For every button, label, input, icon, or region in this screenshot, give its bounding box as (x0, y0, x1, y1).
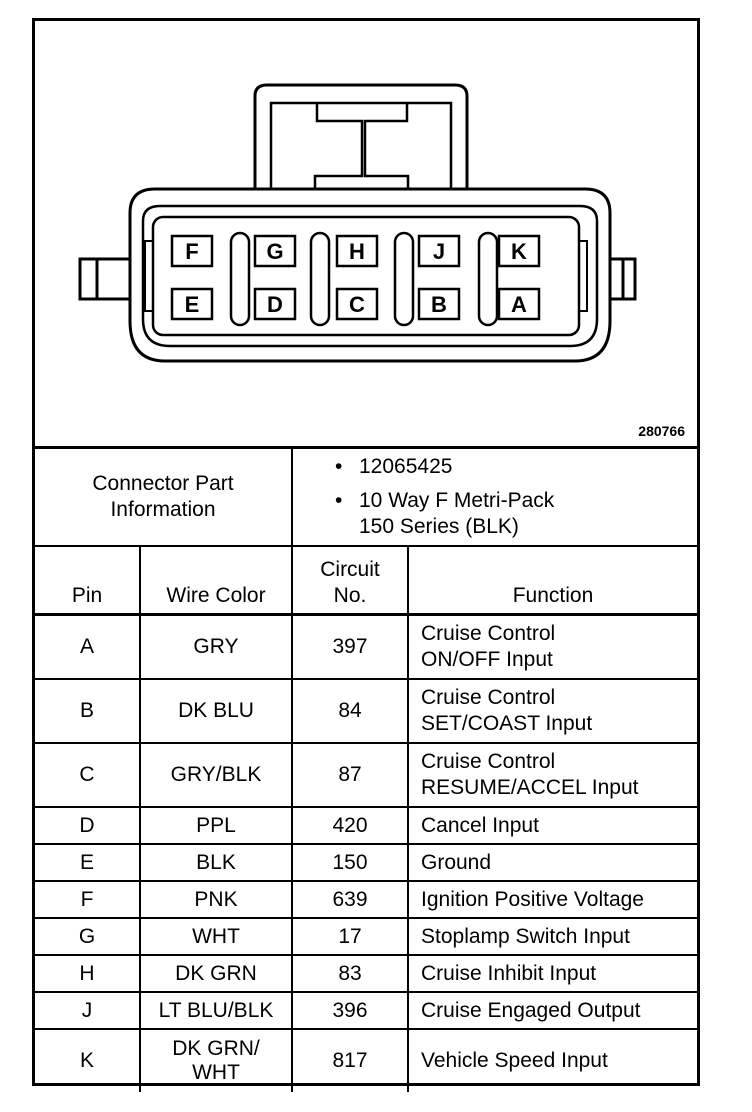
connector-sheet (32, 18, 700, 1086)
table-row (35, 615, 697, 680)
pin-cell: H (35, 955, 140, 992)
header-row (35, 546, 697, 615)
pin-cell: E (35, 844, 140, 881)
function-line1: Cruise Control (421, 622, 556, 645)
circuit-cell: 397 (292, 615, 408, 680)
header-circuit (292, 546, 408, 615)
wire-color-line1: PNK (194, 887, 238, 911)
function-line1: Cruise Engaged Output (421, 998, 641, 1022)
pin-label: F (185, 239, 199, 264)
function-line1: Vehicle Speed Input (421, 1049, 608, 1072)
table-row (35, 844, 697, 881)
wire-color-line1: GRY (193, 635, 239, 658)
wire-color-cell (140, 807, 292, 844)
wire-color-cell (140, 1029, 292, 1092)
left-ear (80, 259, 130, 299)
right-ear (610, 259, 635, 299)
wire-color-line1: LT BLU/BLK (158, 998, 274, 1022)
function-line1: Ignition Positive Voltage (421, 887, 644, 911)
circuit-cell: 87 (292, 743, 408, 807)
bullet-icon: • (335, 489, 343, 512)
divider-3 (395, 233, 413, 325)
table-row (35, 743, 697, 807)
function-cell (408, 679, 697, 743)
wire-color-line2: WHT (192, 1061, 240, 1084)
connector-table (35, 446, 697, 1092)
function-line1: Stoplamp Switch Input (421, 924, 630, 948)
function-cell (408, 918, 697, 955)
pin-cell: D (35, 807, 140, 844)
wire-color-line1: PPL (196, 813, 236, 837)
pin-label: K (511, 239, 527, 264)
wire-color-line1: GRY/BLK (170, 763, 262, 786)
function-cell (408, 1029, 697, 1092)
wire-color-cell (140, 844, 292, 881)
part-info-item (335, 454, 697, 488)
wire-color-line1: WHT (192, 924, 240, 948)
pin-label: B (431, 292, 447, 317)
function-cell (408, 743, 697, 807)
wire-color-cell (140, 992, 292, 1029)
part-info-label (35, 448, 292, 547)
table-row (35, 955, 697, 992)
connector-diagram (35, 21, 697, 446)
wire-color-line1: DK GRN/ (172, 1037, 260, 1060)
wire-color-cell (140, 679, 292, 743)
divider-4 (479, 233, 497, 325)
wire-color-cell (140, 918, 292, 955)
function-line1: Cruise Control (421, 686, 556, 709)
pin-label: G (266, 239, 284, 264)
header-wire-color: Wire Color (140, 546, 292, 615)
wire-color-cell (140, 881, 292, 918)
pin-label: C (349, 292, 365, 317)
pin-label: D (267, 292, 283, 317)
function-cell (408, 955, 697, 992)
bullet-icon: • (335, 455, 343, 478)
figure-number: 280766 (638, 423, 685, 439)
part-info-label-line1: Connector Part (92, 472, 234, 495)
connector-series: 150 Series (BLK) (359, 515, 519, 538)
pin-cell: C (35, 743, 140, 807)
function-cell (408, 844, 697, 881)
part-info-label-line2: Information (110, 498, 216, 521)
pin-cell: K (35, 1029, 140, 1092)
pin-cavity (153, 217, 579, 335)
header-circuit-line2: No. (333, 584, 367, 607)
wire-color-line1: BLK (196, 850, 236, 874)
part-number: 12065425 (359, 455, 453, 478)
pin-cell: F (35, 881, 140, 918)
pin-label: J (432, 239, 446, 264)
circuit-cell: 150 (292, 844, 408, 881)
part-info-row (35, 448, 697, 547)
part-info-item (335, 488, 697, 514)
circuit-cell: 83 (292, 955, 408, 992)
pin-cell: B (35, 679, 140, 743)
connector-type: 10 Way F Metri-Pack (359, 489, 555, 512)
table-row (35, 992, 697, 1029)
header-circuit-line1: Circuit (320, 558, 380, 581)
circuit-cell: 639 (292, 881, 408, 918)
table-row (35, 807, 697, 844)
latch-tab (315, 103, 408, 189)
function-cell (408, 881, 697, 918)
function-line2: RESUME/ACCEL Input (421, 776, 639, 799)
function-line1: Cruise Control (421, 750, 556, 773)
wire-color-cell (140, 615, 292, 680)
housing-inner (143, 206, 597, 346)
pin-cell: J (35, 992, 140, 1029)
table-row (35, 881, 697, 918)
circuit-cell: 420 (292, 807, 408, 844)
function-cell (408, 615, 697, 680)
wire-color-line1: DK BLU (178, 699, 254, 722)
pin-label: A (511, 292, 527, 317)
function-line2: SET/COAST Input (421, 712, 593, 735)
header-function: Function (408, 546, 697, 615)
pin-cell: A (35, 615, 140, 680)
connector-drawing (35, 21, 697, 446)
table-row (35, 1029, 697, 1092)
circuit-cell: 17 (292, 918, 408, 955)
wire-color-line1: DK GRN (175, 961, 257, 985)
function-line1: Ground (421, 850, 492, 874)
circuit-cell: 396 (292, 992, 408, 1029)
pin-label: E (184, 292, 200, 317)
function-line1: Cruise Inhibit Input (421, 961, 597, 985)
pin-cell: G (35, 918, 140, 955)
circuit-cell: 817 (292, 1029, 408, 1092)
divider-1 (231, 233, 249, 325)
pin-label: H (349, 239, 365, 264)
divider-2 (311, 233, 329, 325)
header-pin: Pin (35, 546, 140, 615)
part-info-list (292, 448, 697, 547)
circuit-cell: 84 (292, 679, 408, 743)
table-row (35, 918, 697, 955)
wire-color-cell (140, 743, 292, 807)
table-row (35, 679, 697, 743)
function-cell (408, 807, 697, 844)
wire-color-cell (140, 955, 292, 992)
function-cell (408, 992, 697, 1029)
function-line1: Cancel Input (421, 813, 539, 837)
function-line2: ON/OFF Input (421, 648, 553, 671)
